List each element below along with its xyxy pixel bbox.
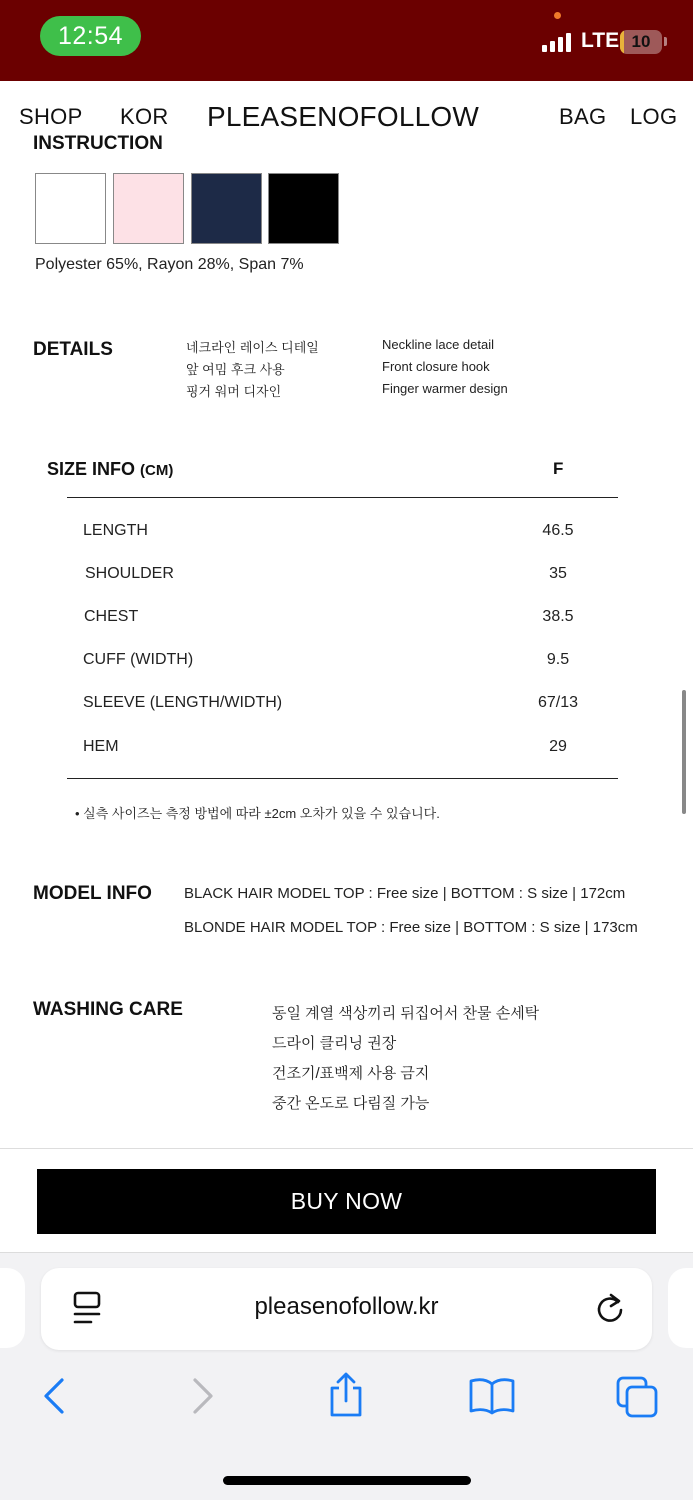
details-korean-line: 네크라인 레이스 디테일 <box>186 340 319 355</box>
color-swatch-pink[interactable] <box>113 173 184 244</box>
model-info-line: BLONDE HAIR MODEL TOP : Free size | BOTTOM : S size | 173cm <box>184 919 638 936</box>
network-type: LTE <box>581 29 620 52</box>
size-table-bottom-rule <box>67 778 618 779</box>
details-title: DETAILS <box>33 339 113 360</box>
size-row-label: CHEST <box>84 608 139 625</box>
back-icon[interactable] <box>40 1376 68 1416</box>
tabs-icon[interactable] <box>614 1374 660 1420</box>
color-swatch-navy[interactable] <box>191 173 262 244</box>
washing-care-line: 중간 온도로 다림질 가능 <box>272 1095 430 1112</box>
size-table-top-rule <box>67 497 618 498</box>
status-bar <box>0 0 693 81</box>
reload-icon[interactable] <box>593 1291 627 1327</box>
address-url[interactable]: pleasenofollow.kr <box>254 1293 439 1320</box>
washing-care-line: 동일 계열 색상끼리 뒤집어서 찬물 손세탁 <box>272 1005 540 1022</box>
nav-bag[interactable]: BAG <box>559 104 607 129</box>
bookmarks-icon[interactable] <box>468 1376 516 1416</box>
status-time[interactable]: 12:54 <box>40 16 141 56</box>
size-info-unit: (CM) <box>140 462 174 479</box>
forward-icon <box>189 1376 217 1416</box>
size-row-label: HEM <box>83 738 119 755</box>
nav-shop[interactable]: SHOP <box>19 104 83 129</box>
size-note: • 실측 사이즈는 측정 방법에 따라 ±2cm 오차가 있을 수 있습니다. <box>75 806 440 821</box>
battery-tip <box>664 37 667 46</box>
buy-bar-divider <box>0 1148 693 1149</box>
page-menu-icon[interactable] <box>70 1290 104 1328</box>
nav-log[interactable]: LOG <box>630 104 678 129</box>
battery-icon <box>620 30 662 54</box>
instruction-title: INSTRUCTION <box>33 133 163 154</box>
washing-care-line: 드라이 클리닝 권장 <box>272 1035 397 1052</box>
home-indicator[interactable] <box>223 1476 471 1485</box>
size-row-label: SHOULDER <box>85 565 174 582</box>
size-row-value: 67/13 <box>537 694 579 711</box>
mic-indicator-dot <box>554 12 561 19</box>
details-english-line: Neckline lace detail <box>382 337 495 352</box>
share-icon[interactable] <box>326 1371 366 1419</box>
buy-now-button[interactable]: BUY NOW <box>37 1169 656 1234</box>
scrollbar-thumb[interactable] <box>682 690 686 814</box>
nav-kor[interactable]: KOR <box>120 104 169 129</box>
size-row-value: 35 <box>549 565 567 582</box>
washing-care-title: WASHING CARE <box>33 999 183 1020</box>
signal-icon <box>542 32 571 52</box>
brand-logo[interactable]: PLEASENOFOLLOW <box>207 101 479 132</box>
color-swatch-black[interactable] <box>268 173 339 244</box>
washing-care-line: 건조기/표백제 사용 금지 <box>272 1065 430 1082</box>
size-column-header: F <box>553 459 564 478</box>
size-info-title-text: SIZE INFO <box>47 459 136 479</box>
size-row-label: LENGTH <box>83 522 148 539</box>
color-swatch-white[interactable] <box>35 173 106 244</box>
details-english-line: Front closure hook <box>382 359 490 374</box>
size-info-title <box>47 459 173 480</box>
battery-level: 10 <box>631 32 651 51</box>
details-korean-line: 핑거 워머 디자인 <box>186 384 282 399</box>
size-row-label: CUFF (WIDTH) <box>83 651 194 668</box>
details-korean-line: 앞 여밈 후크 사용 <box>186 362 285 377</box>
size-row-value: 29 <box>549 738 567 755</box>
size-row-value: 9.5 <box>546 651 570 668</box>
fabric-composition: Polyester 65%, Rayon 28%, Span 7% <box>35 256 304 273</box>
size-row-value: 46.5 <box>542 522 574 539</box>
model-info-title: MODEL INFO <box>33 883 152 904</box>
model-info-line: BLACK HAIR MODEL TOP : Free size | BOTTOM : S size | 172cm <box>184 885 626 902</box>
size-row-value: 38.5 <box>542 608 574 625</box>
size-row-label: SLEEVE (LENGTH/WIDTH) <box>83 694 283 711</box>
details-english-line: Finger warmer design <box>382 381 508 396</box>
